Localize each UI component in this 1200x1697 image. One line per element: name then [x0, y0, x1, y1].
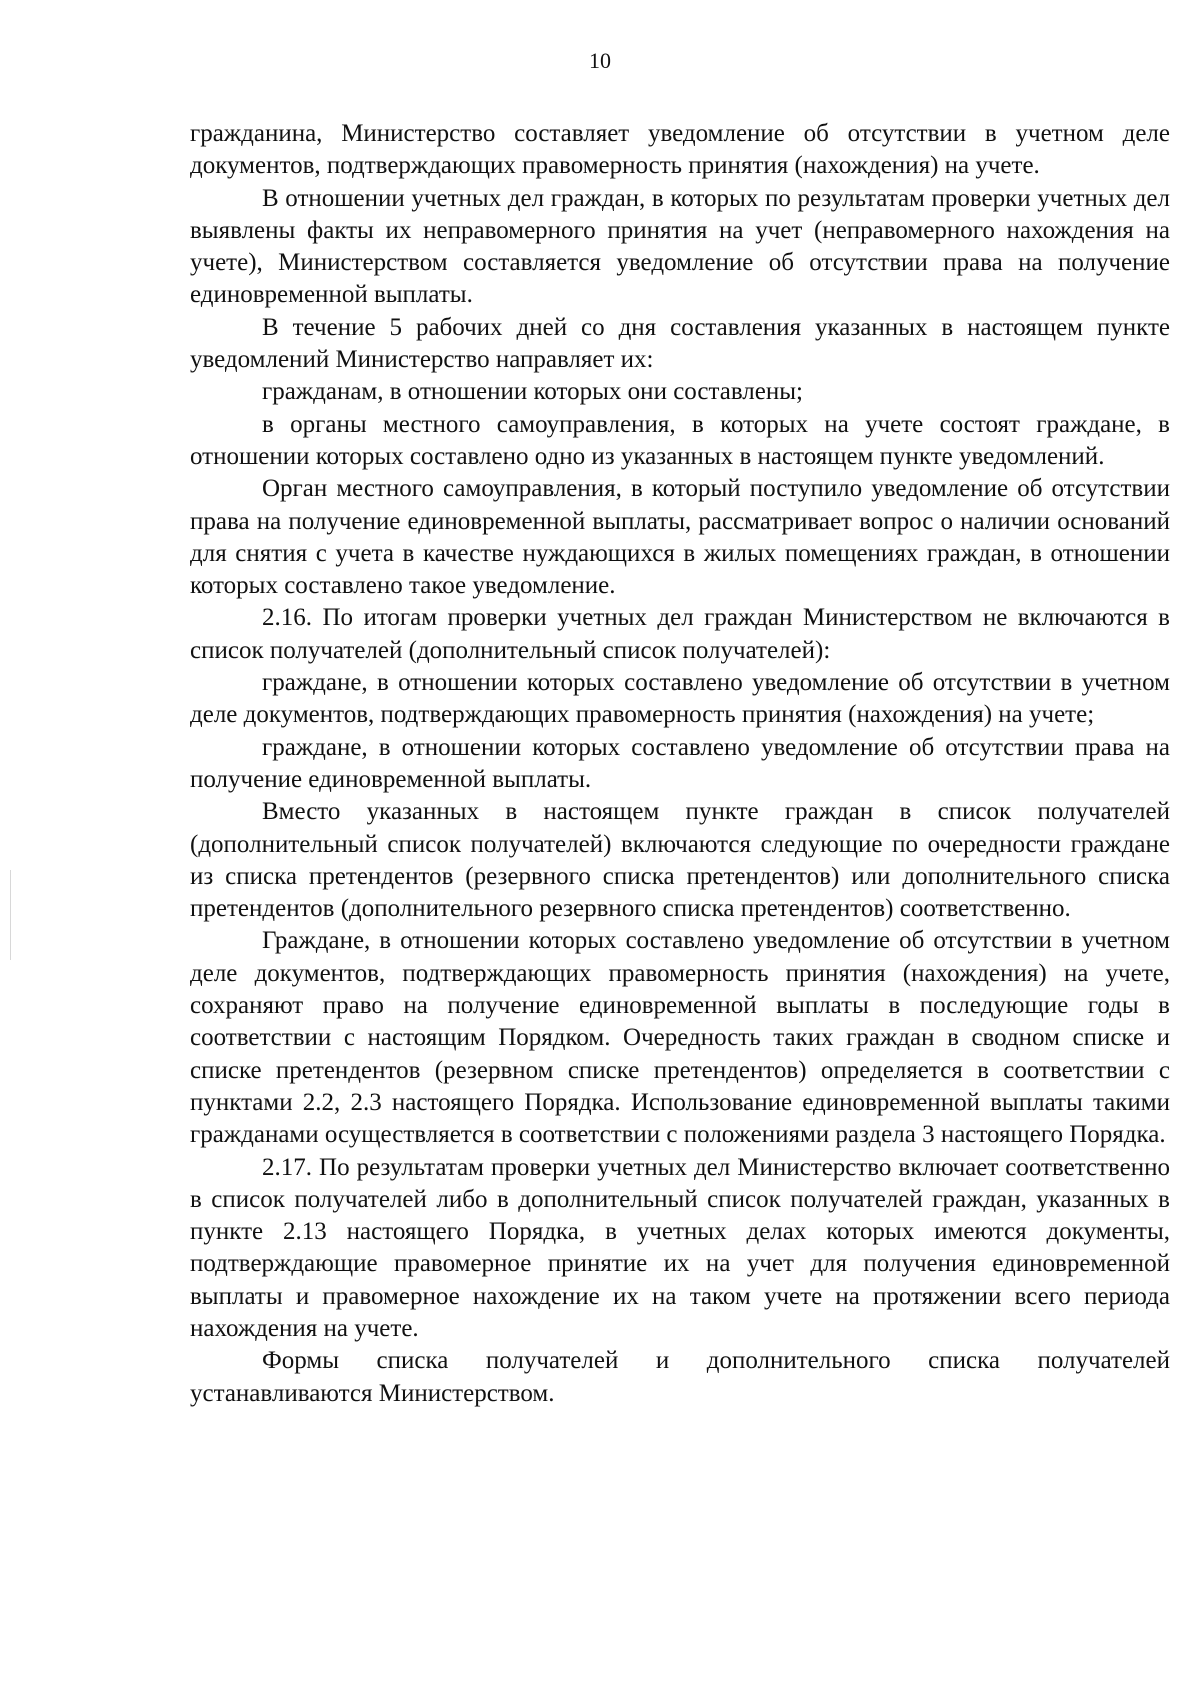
- paragraph-notification-deadline: В течение 5 рабочих дней со дня составления указанных в настоящем пункте уведомлений Министерство направляет их:: [190, 313, 1170, 374]
- page-number: 10: [589, 48, 611, 73]
- paragraph-local-authority-review: Орган местного самоуправления, в который поступило уведомление об отсутствии права на получение единовременной выплаты, рассматривает вопрос о наличии оснований для снятия с учета в качестве нуждающихся в жилых помещениях граждан, в отношении которых составлено такое уведомление.: [190, 475, 1170, 600]
- paragraph-replacement: Вместо указанных в настоящем пункте граждан в список получателей (дополнительный список получателей) включаются следующие по очередности граждане из списка претендентов (резервного списка претендентов) или дополнительного списка претендентов (дополнительного резервного списка претендентов) соответственно.: [190, 798, 1170, 923]
- document-body: [190, 118, 1170, 1410]
- paragraph-forms: Формы списка получателей и дополнительного списка получателей устанавливаются Министерством.: [190, 1347, 1170, 1407]
- paragraph-unlawful-registration: В отношении учетных дел граждан, в которых по результатам проверки учетных дел выявлены факты их неправомерного принятия на учет (неправомерного нахождения на учете), Министерством составляется уведомление об отсутствии права на получение единовременной выплаты.: [190, 184, 1170, 309]
- scan-edge-mark: [10, 870, 11, 960]
- paragraph-2-16: 2.16. По итогам проверки учетных дел граждан Министерством не включаются в список получателей (дополнительный список получателей):: [190, 604, 1170, 664]
- paragraph-to-citizens: гражданам, в отношении которых они составлены;: [262, 378, 804, 406]
- paragraph-2-17: 2.17. По результатам проверки учетных дел Министерство включает соответственно в список получателей либо в дополнительный список получателей граждан, указанных в пункте 2.13 настоящего Порядка, в учетных делах которых имеются документы, подтверждающие правомерное принятие их на учет для получения единовременной выплаты и правомерное нахождение их на таком учете на протяжении всего периода нахождения на учете.: [190, 1153, 1170, 1342]
- paragraph-2-16-item-2: граждане, в отношении которых составлено уведомление об отсутствии права на получение единовременной выплаты.: [190, 733, 1170, 793]
- paragraph-retain-right: Граждане, в отношении которых составлено уведомление об отсутствии в учетном деле документов, подтверждающих правомерность принятия (нахождения) на учете, сохраняют право на получение единовременной выплаты в последующие годы в соответствии с настоящим Порядком. Очередность таких граждан в сводном списке и списке претендентов (резервном списке претендентов) определяется в соответствии с пунктами 2.2, 2.3 настоящего Порядка. Использование единовременной выплаты такими гражданами осуществляется в соответствии с положениями раздела 3 настоящего Порядка.: [190, 927, 1170, 1149]
- paragraph-2-16-item-1: граждане, в отношении которых составлено уведомление об отсутствии в учетном деле документов, подтверждающих правомерность принятия (нахождения) на учете;: [190, 669, 1170, 729]
- paragraph-continuation: гражданина, Министерство составляет уведомление об отсутствии в учетном деле документов, подтверждающих правомерность принятия (нахождения) на учете.: [190, 120, 1170, 180]
- paragraph-to-local-authorities: в органы местного самоуправления, в которых на учете состоят граждане, в отношении которых составлено одно из указанных в настоящем пункте уведомлений.: [190, 410, 1170, 470]
